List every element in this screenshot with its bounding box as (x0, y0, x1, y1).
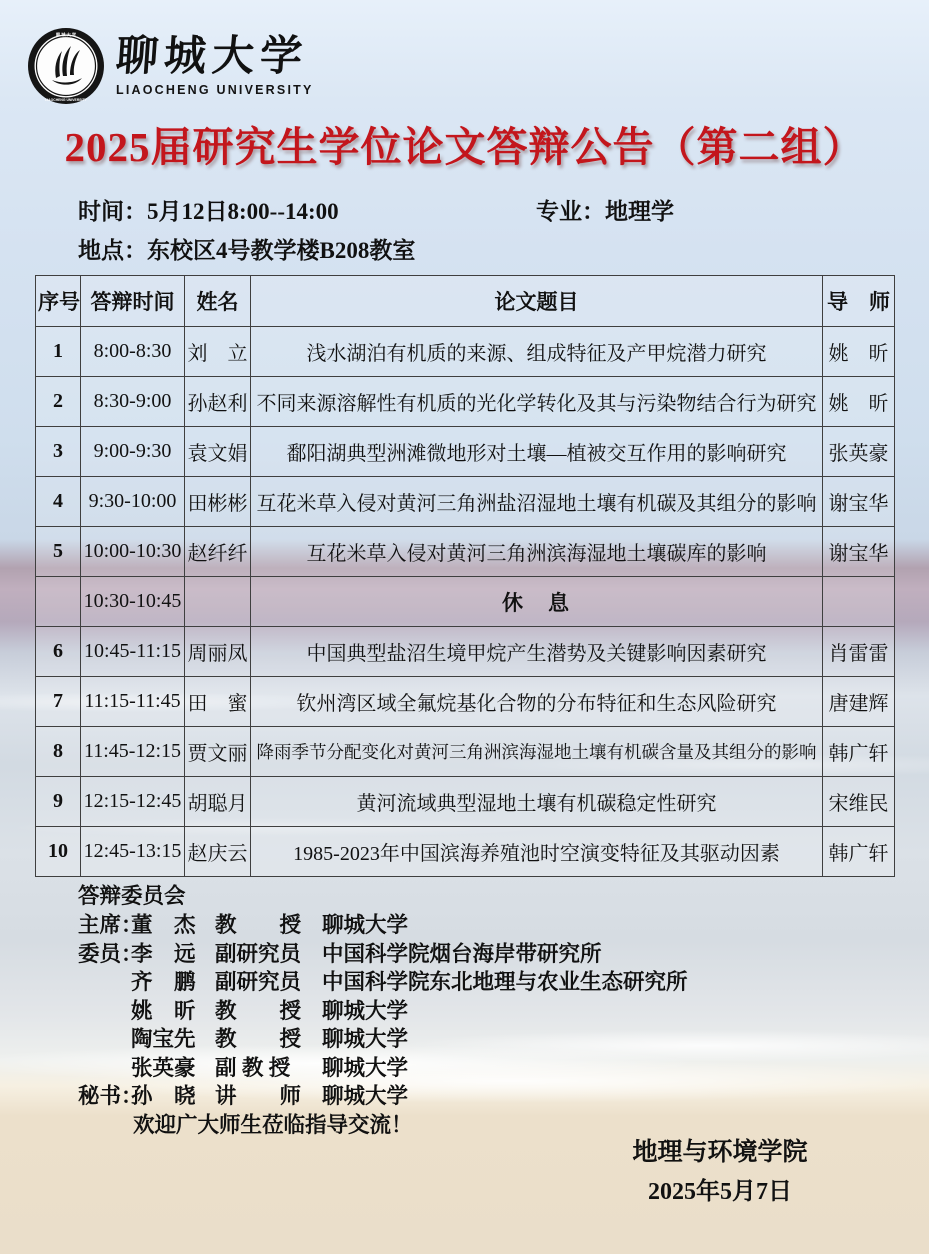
committee-section (78, 882, 898, 1139)
table-row (36, 777, 895, 827)
member-org: 聊城大学 (322, 1055, 409, 1080)
committee-member-row (78, 997, 898, 1026)
cell-time: 8:00-8:30 (81, 327, 185, 377)
table-row (36, 377, 895, 427)
table-row (36, 627, 895, 677)
member-role: 教 授 (215, 913, 302, 937)
cell-title: 浅水湖泊有机质的来源、组成特征及产甲烷潜力研究 (251, 327, 823, 377)
member-org: 中国科学院烟台海岸带研究所 (322, 941, 602, 966)
member-role: 副研究员 (215, 941, 302, 966)
cell-time: 11:45-12:15 (81, 727, 185, 777)
cell-name: 袁文娟 (185, 427, 251, 477)
cell-no: 1 (36, 327, 81, 377)
cell-no: 3 (36, 427, 81, 477)
cell-title: 休 息 (251, 577, 823, 627)
cell-no: 4 (36, 477, 81, 527)
university-name-block (116, 34, 314, 97)
header-advisor: 导 师 (823, 276, 895, 327)
committee-member-row (78, 940, 898, 969)
committee-member-row (78, 1082, 898, 1111)
header-time: 答辩时间 (81, 276, 185, 327)
member-org: 中国科学院东北地理与农业生态研究所 (322, 970, 688, 994)
member-role: 教 授 (215, 998, 302, 1023)
cell-no: 2 (36, 377, 81, 427)
member-role: 副研究员 (215, 970, 302, 994)
footer-college: 地理与环境学院 (632, 1139, 808, 1166)
member-role: 副 教 授 (215, 1055, 291, 1080)
info-time: 时间：5月12日8:00--14:00 (78, 199, 339, 224)
member-label (78, 997, 131, 1026)
cell-advisor: 韩广轩 (823, 827, 895, 877)
member-org: 聊城大学 (322, 998, 409, 1023)
cell-no: 7 (36, 677, 81, 727)
cell-time: 10:45-11:15 (81, 627, 185, 677)
cell-name: 贾文丽 (185, 727, 251, 777)
cell-time: 11:15-11:45 (81, 677, 185, 727)
cell-name: 刘 立 (185, 327, 251, 377)
cell-time: 8:30-9:00 (81, 377, 185, 427)
cell-time: 10:00-10:30 (81, 527, 185, 577)
table-row (36, 327, 895, 377)
table-row (36, 727, 895, 777)
member-label: 秘书： (78, 1084, 143, 1108)
table-row (36, 477, 895, 527)
break-row (36, 577, 895, 627)
cell-time: 12:45-13:15 (81, 827, 185, 877)
cell-title: 互花米草入侵对黄河三角洲盐沼湿地土壤有机碳及其组分的影响 (251, 477, 823, 527)
member-name: 姚 昕 (131, 998, 196, 1023)
cell-no: 10 (36, 827, 81, 877)
cell-advisor: 谢宝华 (823, 477, 895, 527)
poster-title: 2025届研究生学位论文答辩公告（第二组） (64, 124, 865, 170)
defense-schedule-table (35, 275, 895, 877)
cell-advisor: 姚 昕 (823, 377, 895, 427)
committee-member-row (78, 1025, 898, 1054)
member-name: 董 杰 (131, 913, 196, 937)
member-name: 李 远 (131, 941, 196, 966)
cell-title: 不同来源溶解性有机质的光化学转化及其与污染物结合行为研究 (251, 377, 823, 427)
cell-title: 黄河流域典型湿地土壤有机碳稳定性研究 (251, 777, 823, 827)
cell-title: 降雨季节分配变化对黄河三角洲滨海湿地土壤有机碳含量及其组分的影响 (251, 727, 823, 777)
cell-name: 孙赵利 (185, 377, 251, 427)
university-name-en: LIAOCHENG UNIVERSITY (116, 83, 314, 98)
table-row (36, 427, 895, 477)
table-row (36, 527, 895, 577)
cell-title: 互花米草入侵对黄河三角洲滨海湿地土壤碳库的影响 (251, 527, 823, 577)
cell-time: 12:15-12:45 (81, 777, 185, 827)
cell-name: 赵纤纤 (185, 527, 251, 577)
member-org: 聊城大学 (322, 1084, 409, 1108)
cell-name: 田彬彬 (185, 477, 251, 527)
member-label: 委员： (78, 941, 143, 966)
cell-no (36, 577, 81, 627)
committee-member-row (78, 968, 898, 997)
member-label (78, 968, 131, 997)
defense-table-body (36, 327, 895, 877)
member-label: 主席： (78, 913, 143, 937)
cell-no: 5 (36, 527, 81, 577)
table-row (36, 827, 895, 877)
committee-list (78, 911, 898, 1111)
welcome-note: 欢迎广大师生莅临指导交流！ (133, 1112, 413, 1137)
committee-member-row (78, 1054, 898, 1083)
cell-no: 6 (36, 627, 81, 677)
member-name: 齐 鹏 (131, 970, 196, 994)
header-title: 论文题目 (251, 276, 823, 327)
member-org: 聊城大学 (322, 1027, 409, 1051)
cell-name (185, 577, 251, 627)
cell-advisor: 韩广轩 (823, 727, 895, 777)
university-logo-block (26, 26, 314, 111)
info-location: 地点：东校区4号教学楼B208教室 (78, 238, 416, 263)
committee-member-row (78, 911, 898, 940)
cell-advisor: 张英豪 (823, 427, 895, 477)
university-name-zh: 聊城大学 (114, 34, 310, 80)
cell-title: 钦州湾区域全氟烷基化合物的分布特征和生态风险研究 (251, 677, 823, 727)
cell-name: 赵庆云 (185, 827, 251, 877)
member-name: 陶宝先 (131, 1027, 196, 1051)
footer-date: 2025年5月7日 (648, 1179, 792, 1205)
cell-advisor: 唐建辉 (823, 677, 895, 727)
cell-time: 9:00-9:30 (81, 427, 185, 477)
member-label (78, 1054, 131, 1083)
svg-text:聊 城 大 学: 聊 城 大 学 (55, 32, 77, 37)
info-major: 专业：地理学 (536, 199, 674, 224)
member-name: 孙 晓 (131, 1084, 196, 1108)
footer-block (550, 1138, 890, 1207)
cell-title: 1985-2023年中国滨海养殖池时空演变特征及其驱动因素 (251, 827, 823, 877)
member-role: 教 授 (215, 1027, 302, 1051)
committee-title: 答辩委员会 (78, 884, 186, 908)
cell-name: 田 蜜 (185, 677, 251, 727)
svg-text:LIAOCHENG UNIVERSITY: LIAOCHENG UNIVERSITY (45, 98, 87, 102)
cell-name: 胡聪月 (185, 777, 251, 827)
header-name: 姓名 (185, 276, 251, 327)
table-header-row (36, 276, 895, 327)
cell-advisor: 宋维民 (823, 777, 895, 827)
member-role: 讲 师 (215, 1084, 302, 1108)
cell-time: 9:30-10:00 (81, 477, 185, 527)
cell-advisor: 姚 昕 (823, 327, 895, 377)
table-row (36, 677, 895, 727)
cell-time: 10:30-10:45 (81, 577, 185, 627)
cell-advisor (823, 577, 895, 627)
member-org: 聊城大学 (322, 913, 409, 937)
cell-title: 鄱阳湖典型洲滩微地形对土壤—植被交互作用的影响研究 (251, 427, 823, 477)
cell-name: 周丽凤 (185, 627, 251, 677)
header-no: 序号 (36, 276, 81, 327)
cell-advisor: 肖雷雷 (823, 627, 895, 677)
cell-no: 9 (36, 777, 81, 827)
member-label (78, 1025, 131, 1054)
cell-advisor: 谢宝华 (823, 527, 895, 577)
cell-no: 8 (36, 727, 81, 777)
member-name: 张英豪 (131, 1055, 196, 1080)
cell-title: 中国典型盐沼生境甲烷产生潜势及关键影响因素研究 (251, 627, 823, 677)
university-seal-icon (26, 26, 106, 111)
